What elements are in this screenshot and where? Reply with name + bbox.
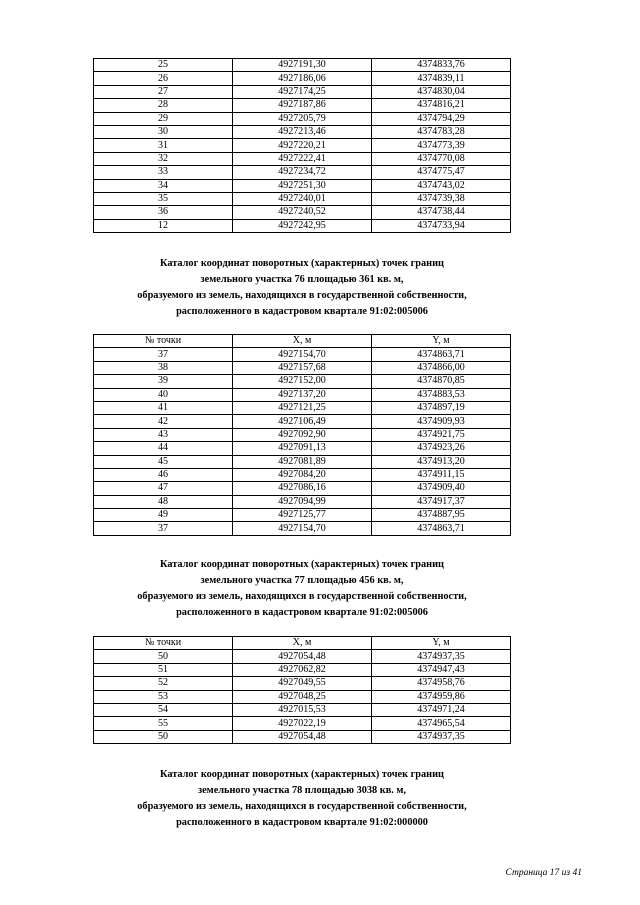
- table-row: [94, 85, 511, 98]
- x-coordinate-cell: 4927125,77: [233, 509, 372, 522]
- y-coordinate-cell: 4374783,28: [372, 125, 511, 138]
- table-row: [94, 166, 511, 179]
- x-coordinate-cell: 4927240,01: [233, 192, 372, 205]
- table-row: [94, 112, 511, 125]
- table-row: [94, 663, 511, 676]
- point-number-cell: 26: [94, 72, 233, 85]
- point-number-cell: 39: [94, 375, 233, 388]
- y-coordinate-cell: 4374923,26: [372, 442, 511, 455]
- point-number-cell: 37: [94, 348, 233, 361]
- y-coordinate-cell: 4374770,08: [372, 152, 511, 165]
- coordinates-table-continued: [93, 58, 511, 233]
- point-number-cell: 31: [94, 139, 233, 152]
- table-row: [94, 730, 511, 743]
- point-number-cell: 51: [94, 663, 233, 676]
- table-row: [94, 482, 511, 495]
- catalog-heading-77: [60, 557, 544, 621]
- x-coordinate-cell: 4927054,48: [233, 650, 372, 663]
- point-number-cell: 49: [94, 509, 233, 522]
- table-header-row: [94, 335, 511, 348]
- y-coordinate-cell: 4374958,76: [372, 677, 511, 690]
- table-row: [94, 468, 511, 481]
- table-row: [94, 495, 511, 508]
- x-coordinate-cell: 4927048,25: [233, 690, 372, 703]
- coordinates-table-77: [93, 636, 511, 744]
- x-coordinate-cell: 4927121,25: [233, 401, 372, 414]
- point-number-cell: 28: [94, 99, 233, 112]
- x-coordinate-cell: 4927213,46: [233, 125, 372, 138]
- point-number-cell: 52: [94, 677, 233, 690]
- table-row: [94, 677, 511, 690]
- table-row: [94, 179, 511, 192]
- heading-line: земельного участка 78 площадью 3038 кв. м,: [197, 785, 407, 796]
- table-row: [94, 509, 511, 522]
- y-coordinate-cell: 4374866,00: [372, 361, 511, 374]
- heading-line: образуемого из земель, находящихся в государственной собственности,: [137, 801, 467, 812]
- table-row: [94, 650, 511, 663]
- x-coordinate-cell: 4927015,53: [233, 703, 372, 716]
- point-number-cell: 32: [94, 152, 233, 165]
- header-y: Y, м: [372, 637, 511, 650]
- table-row: [94, 415, 511, 428]
- y-coordinate-cell: 4374913,20: [372, 455, 511, 468]
- table-row: [94, 388, 511, 401]
- x-coordinate-cell: 4927174,25: [233, 85, 372, 98]
- table-row: [94, 703, 511, 716]
- table-row: [94, 206, 511, 219]
- point-number-cell: 53: [94, 690, 233, 703]
- y-coordinate-cell: 4374816,21: [372, 99, 511, 112]
- y-coordinate-cell: 4374743,02: [372, 179, 511, 192]
- y-coordinate-cell: 4374863,71: [372, 522, 511, 535]
- table-row: [94, 455, 511, 468]
- y-coordinate-cell: 4374947,43: [372, 663, 511, 676]
- y-coordinate-cell: 4374911,15: [372, 468, 511, 481]
- point-number-cell: 29: [94, 112, 233, 125]
- catalog-heading-78: [60, 767, 544, 831]
- point-number-cell: 50: [94, 730, 233, 743]
- y-coordinate-cell: 4374738,44: [372, 206, 511, 219]
- table-row: [94, 442, 511, 455]
- table-row: [94, 99, 511, 112]
- header-x: X, м: [233, 637, 372, 650]
- x-coordinate-cell: 4927106,49: [233, 415, 372, 428]
- y-coordinate-cell: 4374909,40: [372, 482, 511, 495]
- y-coordinate-cell: 4374965,54: [372, 717, 511, 730]
- catalog-heading-76: [60, 256, 544, 320]
- table-row: [94, 428, 511, 441]
- x-coordinate-cell: 4927187,86: [233, 99, 372, 112]
- point-number-cell: 30: [94, 125, 233, 138]
- y-coordinate-cell: 4374739,38: [372, 192, 511, 205]
- x-coordinate-cell: 4927137,20: [233, 388, 372, 401]
- y-coordinate-cell: 4374870,85: [372, 375, 511, 388]
- y-coordinate-cell: 4374775,47: [372, 166, 511, 179]
- coordinates-table-76: [93, 334, 511, 536]
- point-number-cell: 34: [94, 179, 233, 192]
- y-coordinate-cell: 4374909,93: [372, 415, 511, 428]
- table-row: [94, 375, 511, 388]
- x-coordinate-cell: 4927220,21: [233, 139, 372, 152]
- header-point-number: № точки: [94, 335, 233, 348]
- header-point-number: № точки: [94, 637, 233, 650]
- x-coordinate-cell: 4927022,19: [233, 717, 372, 730]
- heading-line: Каталог координат поворотных (характерных) точек границ: [160, 258, 444, 269]
- table-row: [94, 717, 511, 730]
- table-row: [94, 152, 511, 165]
- x-coordinate-cell: 4927094,99: [233, 495, 372, 508]
- point-number-cell: 37: [94, 522, 233, 535]
- y-coordinate-cell: 4374863,71: [372, 348, 511, 361]
- heading-line: Каталог координат поворотных (характерных) точек границ: [160, 559, 444, 570]
- table-row: [94, 139, 511, 152]
- y-coordinate-cell: 4374883,53: [372, 388, 511, 401]
- x-coordinate-cell: 4927049,55: [233, 677, 372, 690]
- y-coordinate-cell: 4374971,24: [372, 703, 511, 716]
- y-coordinate-cell: 4374937,35: [372, 730, 511, 743]
- x-coordinate-cell: 4927084,20: [233, 468, 372, 481]
- table-row: [94, 401, 511, 414]
- header-x: X, м: [233, 335, 372, 348]
- x-coordinate-cell: 4927086,16: [233, 482, 372, 495]
- table-row: [94, 192, 511, 205]
- point-number-cell: 38: [94, 361, 233, 374]
- point-number-cell: 55: [94, 717, 233, 730]
- point-number-cell: 44: [94, 442, 233, 455]
- point-number-cell: 48: [94, 495, 233, 508]
- heading-line: расположенного в кадастровом квартале 91:02:000000: [176, 817, 428, 828]
- y-coordinate-cell: 4374937,35: [372, 650, 511, 663]
- point-number-cell: 12: [94, 219, 233, 232]
- y-coordinate-cell: 4374830,04: [372, 85, 511, 98]
- x-coordinate-cell: 4927242,95: [233, 219, 372, 232]
- x-coordinate-cell: 4927092,90: [233, 428, 372, 441]
- table-row: [94, 522, 511, 535]
- point-number-cell: 42: [94, 415, 233, 428]
- y-coordinate-cell: 4374733,94: [372, 219, 511, 232]
- x-coordinate-cell: 4927154,70: [233, 522, 372, 535]
- y-coordinate-cell: 4374917,37: [372, 495, 511, 508]
- point-number-cell: 54: [94, 703, 233, 716]
- heading-line: Каталог координат поворотных (характерных) точек границ: [160, 769, 444, 780]
- table-row: [94, 219, 511, 232]
- table-row: [94, 125, 511, 138]
- x-coordinate-cell: 4927205,79: [233, 112, 372, 125]
- point-number-cell: 45: [94, 455, 233, 468]
- table-row: [94, 361, 511, 374]
- y-coordinate-cell: 4374839,11: [372, 72, 511, 85]
- point-number-cell: 46: [94, 468, 233, 481]
- point-number-cell: 27: [94, 85, 233, 98]
- y-coordinate-cell: 4374794,29: [372, 112, 511, 125]
- heading-line: образуемого из земель, находящихся в государственной собственности,: [137, 290, 467, 301]
- table-header-row: [94, 637, 511, 650]
- heading-line: земельного участка 76 площадью 361 кв. м,: [200, 274, 404, 285]
- point-number-cell: 40: [94, 388, 233, 401]
- point-number-cell: 43: [94, 428, 233, 441]
- y-coordinate-cell: 4374921,75: [372, 428, 511, 441]
- x-coordinate-cell: 4927157,68: [233, 361, 372, 374]
- point-number-cell: 35: [94, 192, 233, 205]
- table-row: [94, 59, 511, 72]
- y-coordinate-cell: 4374897,19: [372, 401, 511, 414]
- header-y: Y, м: [372, 335, 511, 348]
- point-number-cell: 41: [94, 401, 233, 414]
- y-coordinate-cell: 4374773,39: [372, 139, 511, 152]
- x-coordinate-cell: 4927081,89: [233, 455, 372, 468]
- y-coordinate-cell: 4374833,76: [372, 59, 511, 72]
- heading-line: расположенного в кадастровом квартале 91:02:005006: [176, 607, 428, 618]
- y-coordinate-cell: 4374887,95: [372, 509, 511, 522]
- point-number-cell: 33: [94, 166, 233, 179]
- x-coordinate-cell: 4927154,70: [233, 348, 372, 361]
- table-row: [94, 72, 511, 85]
- point-number-cell: 50: [94, 650, 233, 663]
- heading-line: расположенного в кадастровом квартале 91:02:005006: [176, 306, 428, 317]
- page-number: Страница 17 из 41: [505, 868, 582, 878]
- x-coordinate-cell: 4927054,48: [233, 730, 372, 743]
- point-number-cell: 25: [94, 59, 233, 72]
- point-number-cell: 36: [94, 206, 233, 219]
- x-coordinate-cell: 4927234,72: [233, 166, 372, 179]
- table-row: [94, 690, 511, 703]
- x-coordinate-cell: 4927062,82: [233, 663, 372, 676]
- x-coordinate-cell: 4927240,52: [233, 206, 372, 219]
- x-coordinate-cell: 4927191,30: [233, 59, 372, 72]
- x-coordinate-cell: 4927222,41: [233, 152, 372, 165]
- x-coordinate-cell: 4927091,13: [233, 442, 372, 455]
- table-row: [94, 348, 511, 361]
- x-coordinate-cell: 4927186,06: [233, 72, 372, 85]
- y-coordinate-cell: 4374959,86: [372, 690, 511, 703]
- heading-line: образуемого из земель, находящихся в государственной собственности,: [137, 591, 467, 602]
- x-coordinate-cell: 4927152,00: [233, 375, 372, 388]
- heading-line: земельного участка 77 площадью 456 кв. м,: [200, 575, 404, 586]
- point-number-cell: 47: [94, 482, 233, 495]
- x-coordinate-cell: 4927251,30: [233, 179, 372, 192]
